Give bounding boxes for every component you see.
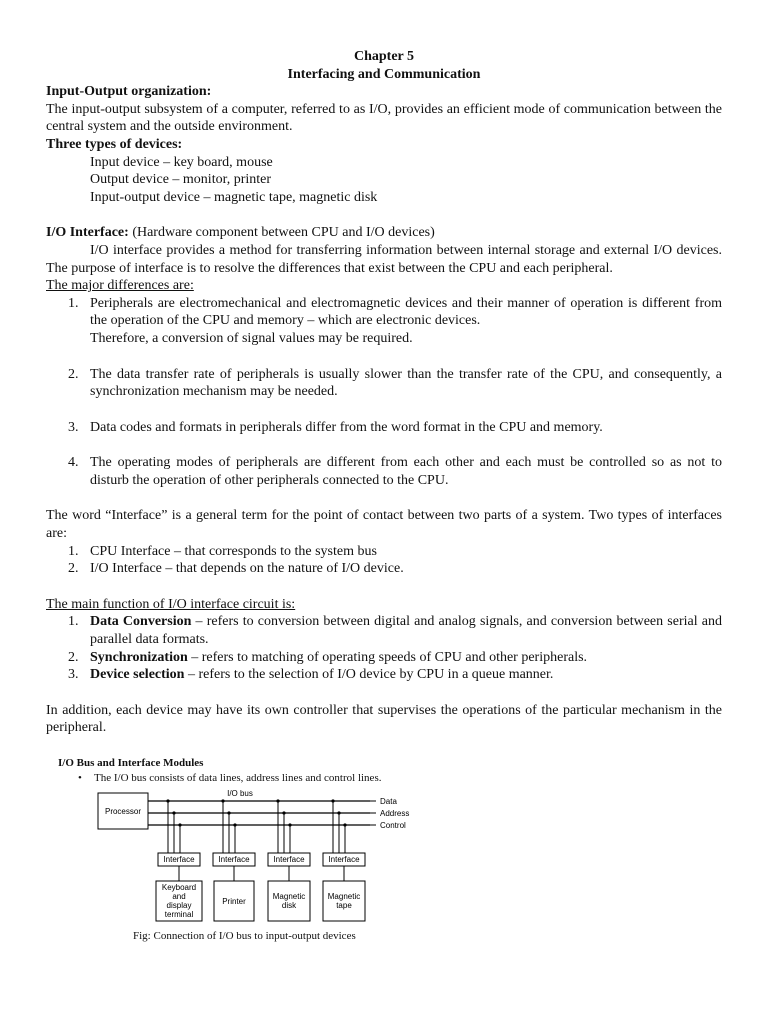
list-term: Data Conversion (90, 614, 192, 630)
figure-heading: I/O Bus and Interface Modules (58, 757, 204, 769)
device-item: Output device – monitor, printer (90, 172, 272, 188)
device-label: Keyboard (161, 883, 197, 892)
list-item (46, 649, 722, 667)
interface-label: Interface (218, 855, 250, 864)
devices-heading: Three types of devices: (46, 136, 183, 152)
io-interface-heading-line (46, 224, 722, 242)
list-text: – refers to the selection of I/O device by CPU in a queue manner. (184, 667, 554, 683)
chapter-title: Interfacing and Communication (287, 66, 481, 82)
device-label: disk (281, 901, 297, 910)
list-text: I/O Interface – that depends on the nature of I/O device. (90, 561, 404, 577)
list-item (46, 613, 722, 648)
processor-label: Processor (104, 807, 142, 816)
list-text: CPU Interface – that corresponds to the system bus (90, 543, 377, 559)
device-label: Magnetic (327, 892, 361, 901)
io-interface-heading: I/O Interface: (46, 225, 129, 241)
interface-label: Interface (163, 855, 195, 864)
list-term: Device selection (90, 667, 185, 683)
main-function-list (46, 613, 722, 683)
figure-bullet-text: The I/O bus consists of data lines, address lines and control lines. (94, 772, 382, 784)
interface-module (156, 799, 202, 921)
list-item (46, 454, 722, 489)
list-item (46, 295, 722, 348)
interface-word-text: The word “Interface” is a general term for the point of contact between two parts of a system. Two types of interfaces are: (46, 508, 722, 542)
io-org-heading: Input-Output organization: (46, 84, 212, 100)
list-item (46, 419, 722, 437)
list-number: 2. (68, 561, 79, 577)
interface-label: Interface (273, 855, 305, 864)
list-number: 1. (68, 295, 79, 311)
list-number: 1. (68, 543, 79, 559)
list-number: 3. (68, 667, 79, 683)
list-number: 1. (68, 614, 79, 630)
device-label: display (166, 901, 192, 910)
figure-caption: Fig: Connection of I/O bus to input-output devices (133, 930, 356, 942)
interface-types-list (46, 543, 722, 578)
differences-list (46, 295, 722, 490)
figure-bullet (78, 772, 381, 784)
list-item (46, 560, 722, 578)
control-line-label: Control (380, 821, 406, 830)
io-bus-diagram (90, 785, 430, 927)
list-item (46, 543, 722, 561)
device-label: terminal (164, 910, 194, 919)
device-label: tape (336, 901, 352, 910)
io-interface-text: I/O interface provides a method for transferring information between internal storage and external I/O devices. The purpose of interface is to resolve the differences that exist between the CPU and each peripheral. (46, 242, 722, 276)
data-line-label: Data (380, 797, 397, 806)
list-text: – refers to matching of operating speeds of CPU and other peripherals. (187, 649, 588, 665)
list-number: 4. (68, 455, 79, 471)
device-label: Magnetic (272, 892, 306, 901)
interface-module (323, 799, 365, 921)
list-extra-text: Therefore, a conversion of signal values may be required. (90, 330, 413, 346)
bullet-icon: • (78, 772, 82, 784)
list-text: Data codes and formats in peripherals differ from the word format in the CPU and memory. (90, 419, 603, 435)
interface-module (268, 799, 310, 921)
interface-label: Interface (328, 855, 360, 864)
main-function-heading: The main function of I/O interface circuit is: (46, 596, 296, 612)
bus-label: I/O bus (227, 789, 253, 798)
list-text: – refers to conversion between digital and analog signals, and conversion between serial and parallel data formats. (90, 614, 722, 648)
chapter-number: Chapter 5 (353, 49, 415, 64)
io-interface-note: (Hardware component between CPU and I/O devices) (128, 225, 435, 241)
device-label: Printer (222, 897, 246, 906)
list-text: Peripherals are electromechanical and electromagnetic devices and their manner of operation is different from the operation of the CPU and memory – which are electronic devices. (90, 295, 722, 329)
list-item (46, 666, 722, 684)
differences-heading: The major differences are: (46, 278, 194, 294)
address-line-label: Address (380, 809, 410, 818)
list-number: 3. (68, 419, 79, 435)
list-term: Synchronization (90, 649, 188, 665)
device-item: Input device – key board, mouse (90, 154, 273, 170)
list-text: The data transfer rate of peripherals is usually slower than the transfer rate of the CPU, and consequently, a synchronization mechanism may be needed. (90, 366, 722, 400)
list-item (46, 366, 722, 401)
io-org-text: The input-output subsystem of a computer, referred to as I/O, provides an efficient mode of communication between the central system and the outside environment. (46, 101, 722, 135)
list-text: The operating modes of peripherals are different from each other and each must be controlled so as not to disturb the operation of other peripherals connected to the CPU. (90, 455, 722, 488)
addition-text: In addition, each device may have its own controller that supervises the operations of the particular mechanism in the peripheral. (46, 702, 722, 736)
list-number: 2. (68, 366, 79, 382)
device-item: Input-output device – magnetic tape, magnetic disk (90, 189, 378, 205)
list-number: 2. (68, 649, 79, 665)
document-page (46, 48, 722, 737)
interface-module (213, 799, 255, 921)
device-label: and (172, 892, 186, 901)
